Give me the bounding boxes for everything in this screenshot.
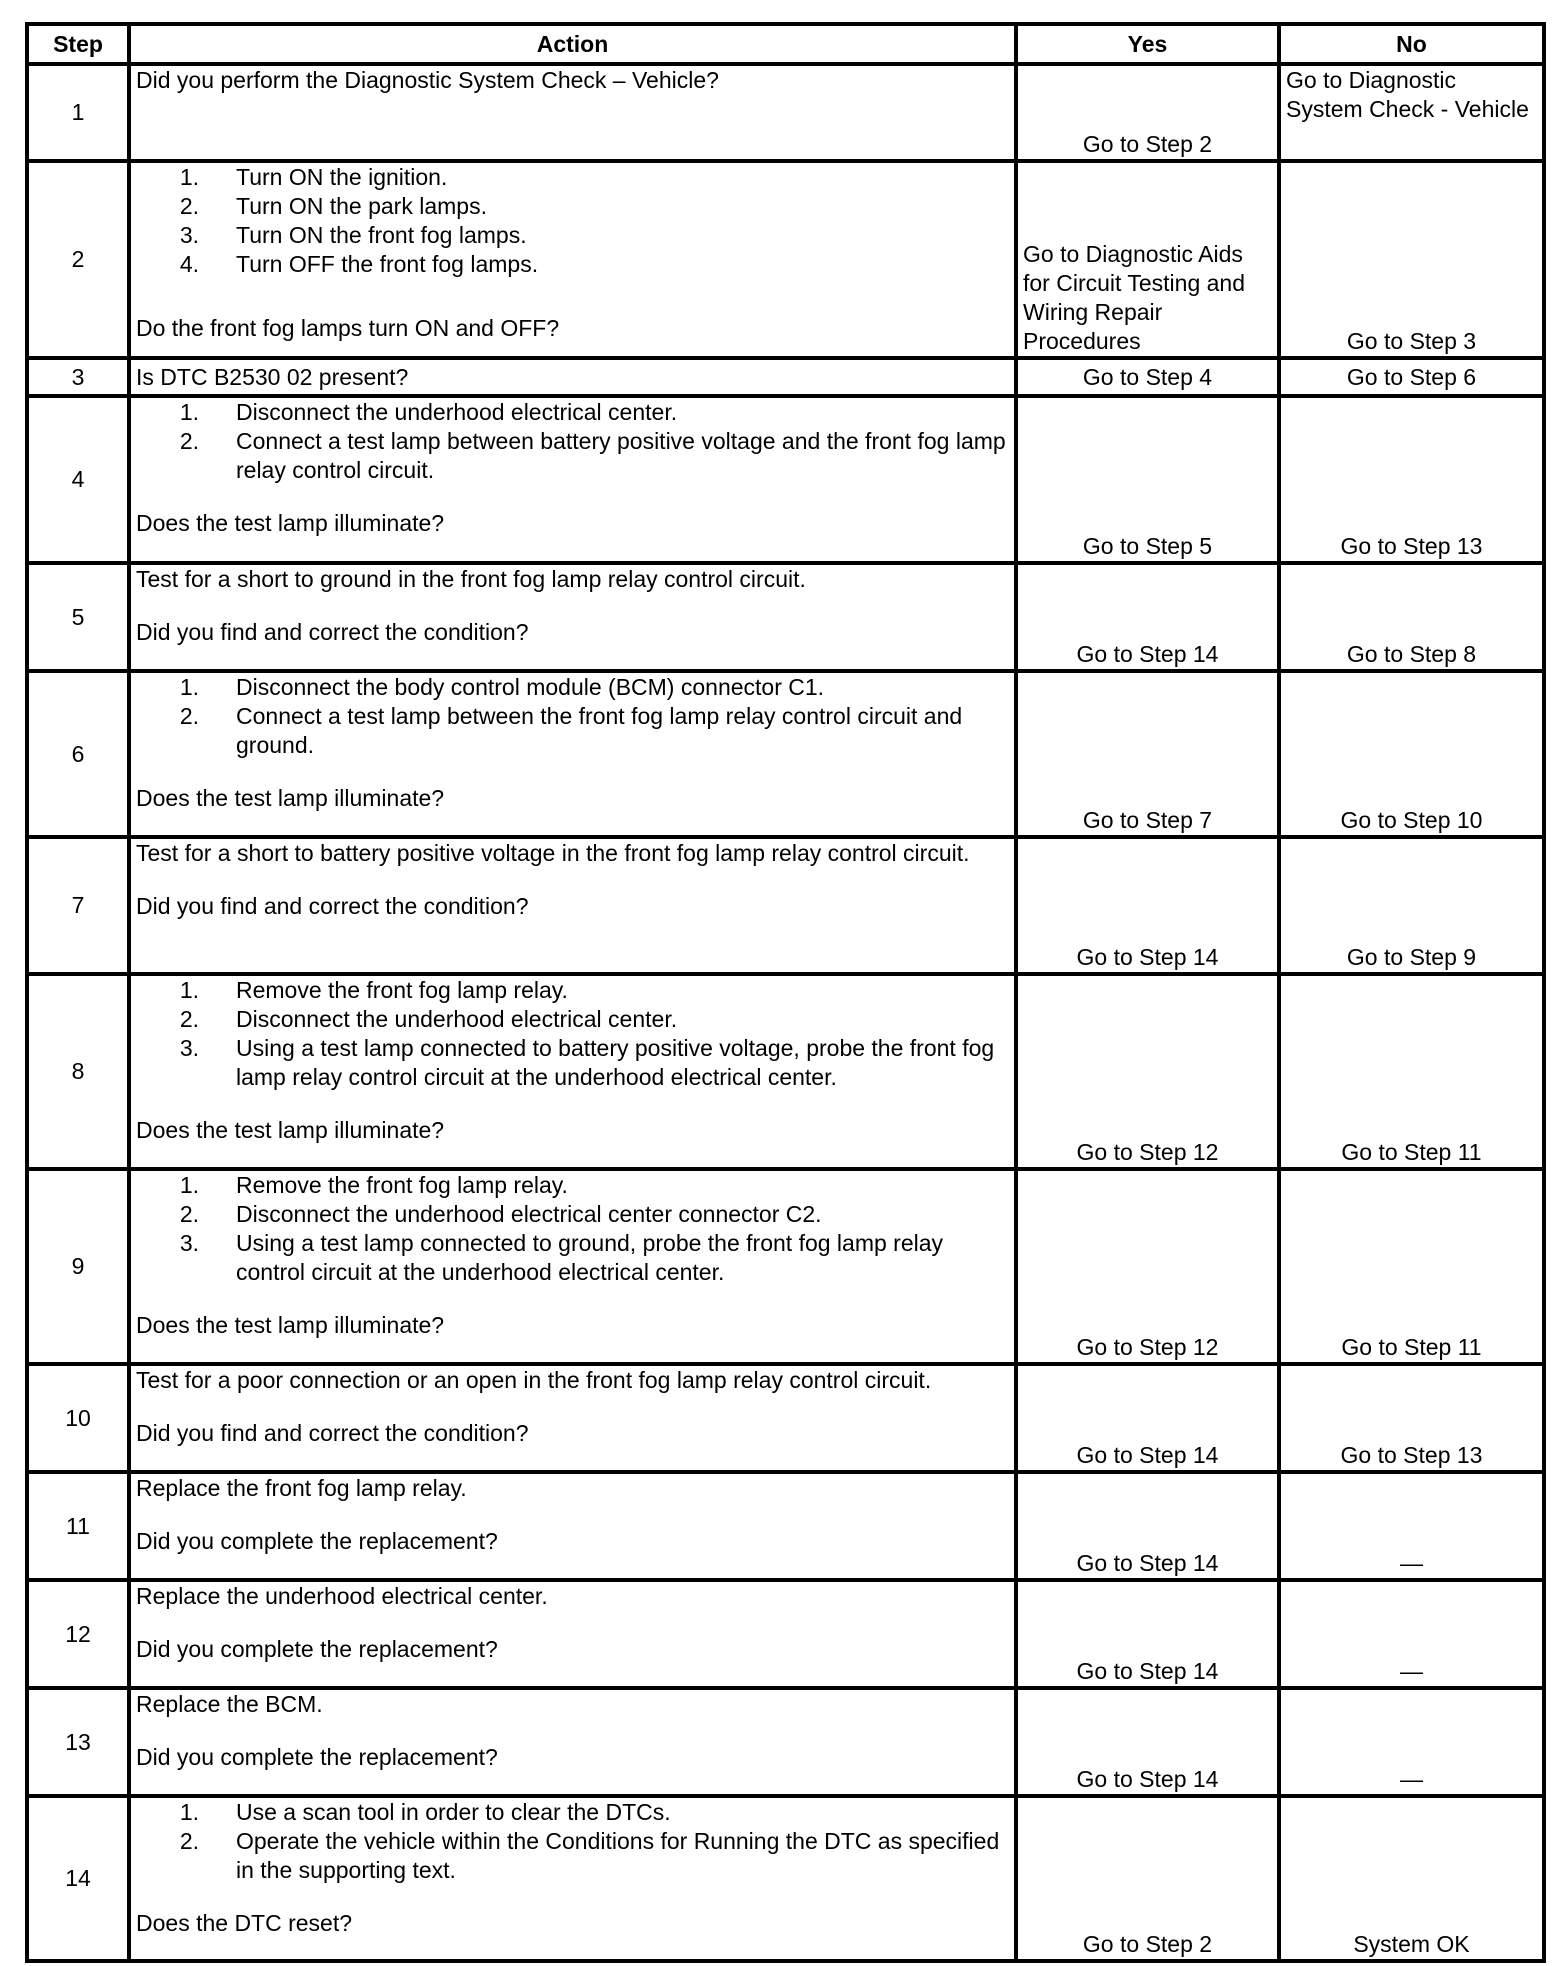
list-item: 2. Turn ON the park lamps. bbox=[179, 193, 487, 219]
table-row bbox=[27, 837, 1544, 974]
step-number: 10 bbox=[27, 1364, 129, 1472]
action-cell bbox=[129, 974, 1016, 1169]
action-question: Did you find and correct the condition? bbox=[136, 619, 529, 645]
list-item: 1. Remove the front fog lamp relay. bbox=[179, 1172, 568, 1198]
action-text: Replace the underhood electrical center. bbox=[136, 1583, 548, 1609]
no-cell: — bbox=[1279, 1580, 1544, 1688]
action-text: Test for a short to battery positive voltage in the front fog lamp relay control circuit. bbox=[136, 840, 970, 866]
list-item: 2. Disconnect the underhood electrical center connector C2. bbox=[179, 1201, 822, 1227]
list-item: 1. Remove the front fog lamp relay. bbox=[179, 977, 568, 1003]
action-question: Do the front fog lamps turn ON and OFF? bbox=[136, 315, 560, 341]
action-cell bbox=[129, 1580, 1016, 1688]
action-question: Did you find and correct the condition? bbox=[136, 893, 529, 919]
action-question: Did you complete the replacement? bbox=[136, 1528, 498, 1554]
action-question: Does the test lamp illuminate? bbox=[136, 785, 445, 811]
yes-cell: Go to Step 12 bbox=[1016, 974, 1279, 1169]
table-row bbox=[27, 1364, 1544, 1472]
no-cell: Go to Step 11 bbox=[1279, 974, 1544, 1169]
list-item: 3. Using a test lamp connected to ground, probe the front fog lamp relay control circuit at the underhood electrical center. bbox=[179, 1230, 944, 1285]
no-cell: Go to Diagnostic System Check - Vehicle bbox=[1279, 64, 1544, 161]
action-list bbox=[136, 976, 1009, 1092]
table-row bbox=[27, 1472, 1544, 1580]
action-list bbox=[136, 398, 1009, 485]
action-list bbox=[136, 673, 1009, 760]
step-number: 3 bbox=[27, 358, 129, 396]
step-number: 8 bbox=[27, 974, 129, 1169]
list-item: 2. Connect a test lamp between battery positive voltage and the front fog lamp relay control circuit. bbox=[179, 428, 1006, 483]
yes-cell: Go to Step 14 bbox=[1016, 837, 1279, 974]
action-text: Replace the BCM. bbox=[136, 1691, 323, 1717]
yes-cell: Go to Step 14 bbox=[1016, 1472, 1279, 1580]
no-cell: Go to Step 8 bbox=[1279, 563, 1544, 671]
table-row bbox=[27, 1580, 1544, 1688]
yes-cell: Go to Step 14 bbox=[1016, 563, 1279, 671]
yes-cell: Go to Step 5 bbox=[1016, 396, 1279, 563]
action-question: Did you complete the replacement? bbox=[136, 1636, 498, 1662]
action-cell bbox=[129, 837, 1016, 974]
header-no: No bbox=[1279, 24, 1544, 64]
header-row bbox=[27, 24, 1544, 64]
no-cell: Go to Step 13 bbox=[1279, 396, 1544, 563]
yes-cell: Go to Step 12 bbox=[1016, 1169, 1279, 1364]
step-number: 2 bbox=[27, 161, 129, 358]
yes-cell: Go to Step 2 bbox=[1016, 1796, 1279, 1961]
list-item: 2. Operate the vehicle within the Conditions for Running the DTC as specified in the supporting text. bbox=[179, 1828, 1000, 1883]
action-cell bbox=[129, 161, 1016, 358]
action-cell bbox=[129, 671, 1016, 837]
list-item: 2. Connect a test lamp between the front fog lamp relay control circuit and ground. bbox=[179, 703, 963, 758]
no-cell: Go to Step 10 bbox=[1279, 671, 1544, 837]
header-step: Step bbox=[27, 24, 129, 64]
diagnostic-table bbox=[25, 22, 1546, 1963]
yes-cell: Go to Step 2 bbox=[1016, 64, 1279, 161]
list-item: 1. Turn ON the ignition. bbox=[179, 164, 448, 190]
header-yes: Yes bbox=[1016, 24, 1279, 64]
action-cell bbox=[129, 358, 1016, 396]
header-action: Action bbox=[129, 24, 1016, 64]
action-list bbox=[136, 1171, 1009, 1287]
action-question: Does the test lamp illuminate? bbox=[136, 1312, 445, 1338]
action-text: Did you perform the Diagnostic System Check – Vehicle? bbox=[136, 67, 719, 93]
no-cell: System OK bbox=[1279, 1796, 1544, 1961]
step-number: 4 bbox=[27, 396, 129, 563]
list-item: 3. Turn ON the front fog lamps. bbox=[179, 222, 527, 248]
list-item: 3. Using a test lamp connected to battery positive voltage, probe the front fog lamp relay control circuit at the underhood electrical center. bbox=[179, 1035, 995, 1090]
table-row bbox=[27, 161, 1544, 358]
action-cell bbox=[129, 1796, 1016, 1961]
action-cell bbox=[129, 64, 1016, 161]
no-cell: — bbox=[1279, 1472, 1544, 1580]
table-row bbox=[27, 358, 1544, 396]
no-cell: Go to Step 3 bbox=[1279, 161, 1544, 358]
list-item: 1. Disconnect the body control module (BCM) connector C1. bbox=[179, 674, 825, 700]
action-cell bbox=[129, 1472, 1016, 1580]
action-cell bbox=[129, 563, 1016, 671]
yes-cell: Go to Step 14 bbox=[1016, 1580, 1279, 1688]
action-cell bbox=[129, 1169, 1016, 1364]
action-text: Test for a short to ground in the front fog lamp relay control circuit. bbox=[136, 566, 806, 592]
no-cell: Go to Step 6 bbox=[1279, 358, 1544, 396]
action-question: Does the test lamp illuminate? bbox=[136, 510, 445, 536]
step-number: 13 bbox=[27, 1688, 129, 1796]
table-row bbox=[27, 1169, 1544, 1364]
action-list bbox=[136, 163, 1009, 279]
step-number: 5 bbox=[27, 563, 129, 671]
no-cell: Go to Step 11 bbox=[1279, 1169, 1544, 1364]
list-item: 4. Turn OFF the front fog lamps. bbox=[179, 251, 539, 277]
action-question: Did you complete the replacement? bbox=[136, 1744, 498, 1770]
no-cell: Go to Step 9 bbox=[1279, 837, 1544, 974]
no-cell: Go to Step 13 bbox=[1279, 1364, 1544, 1472]
action-text: Is DTC B2530 02 present? bbox=[136, 363, 409, 390]
action-text: Test for a poor connection or an open in the front fog lamp relay control circuit. bbox=[136, 1367, 932, 1393]
action-cell bbox=[129, 396, 1016, 563]
table-row bbox=[27, 1688, 1544, 1796]
yes-cell: Go to Step 4 bbox=[1016, 358, 1279, 396]
step-number: 14 bbox=[27, 1796, 129, 1961]
action-list bbox=[136, 1798, 1009, 1885]
step-number: 1 bbox=[27, 64, 129, 161]
table-row bbox=[27, 563, 1544, 671]
table-row bbox=[27, 64, 1544, 161]
action-question: Does the DTC reset? bbox=[136, 1910, 353, 1936]
action-cell bbox=[129, 1688, 1016, 1796]
step-number: 12 bbox=[27, 1580, 129, 1688]
action-question: Does the test lamp illuminate? bbox=[136, 1117, 445, 1143]
action-question: Did you find and correct the condition? bbox=[136, 1420, 529, 1446]
list-item: 2. Disconnect the underhood electrical center. bbox=[179, 1006, 678, 1032]
yes-cell: Go to Diagnostic Aids for Circuit Testing and Wiring Repair Procedures bbox=[1016, 161, 1279, 358]
step-number: 6 bbox=[27, 671, 129, 837]
yes-cell: Go to Step 7 bbox=[1016, 671, 1279, 837]
table-row bbox=[27, 396, 1544, 563]
yes-cell: Go to Step 14 bbox=[1016, 1688, 1279, 1796]
step-number: 7 bbox=[27, 837, 129, 974]
step-number: 11 bbox=[27, 1472, 129, 1580]
action-text: Replace the front fog lamp relay. bbox=[136, 1475, 467, 1501]
step-number: 9 bbox=[27, 1169, 129, 1364]
table-row bbox=[27, 671, 1544, 837]
table-row bbox=[27, 1796, 1544, 1961]
list-item: 1. Disconnect the underhood electrical center. bbox=[179, 399, 678, 425]
no-cell: — bbox=[1279, 1688, 1544, 1796]
yes-cell: Go to Step 14 bbox=[1016, 1364, 1279, 1472]
action-cell bbox=[129, 1364, 1016, 1472]
table-row bbox=[27, 974, 1544, 1169]
list-item: 1. Use a scan tool in order to clear the DTCs. bbox=[179, 1799, 671, 1825]
